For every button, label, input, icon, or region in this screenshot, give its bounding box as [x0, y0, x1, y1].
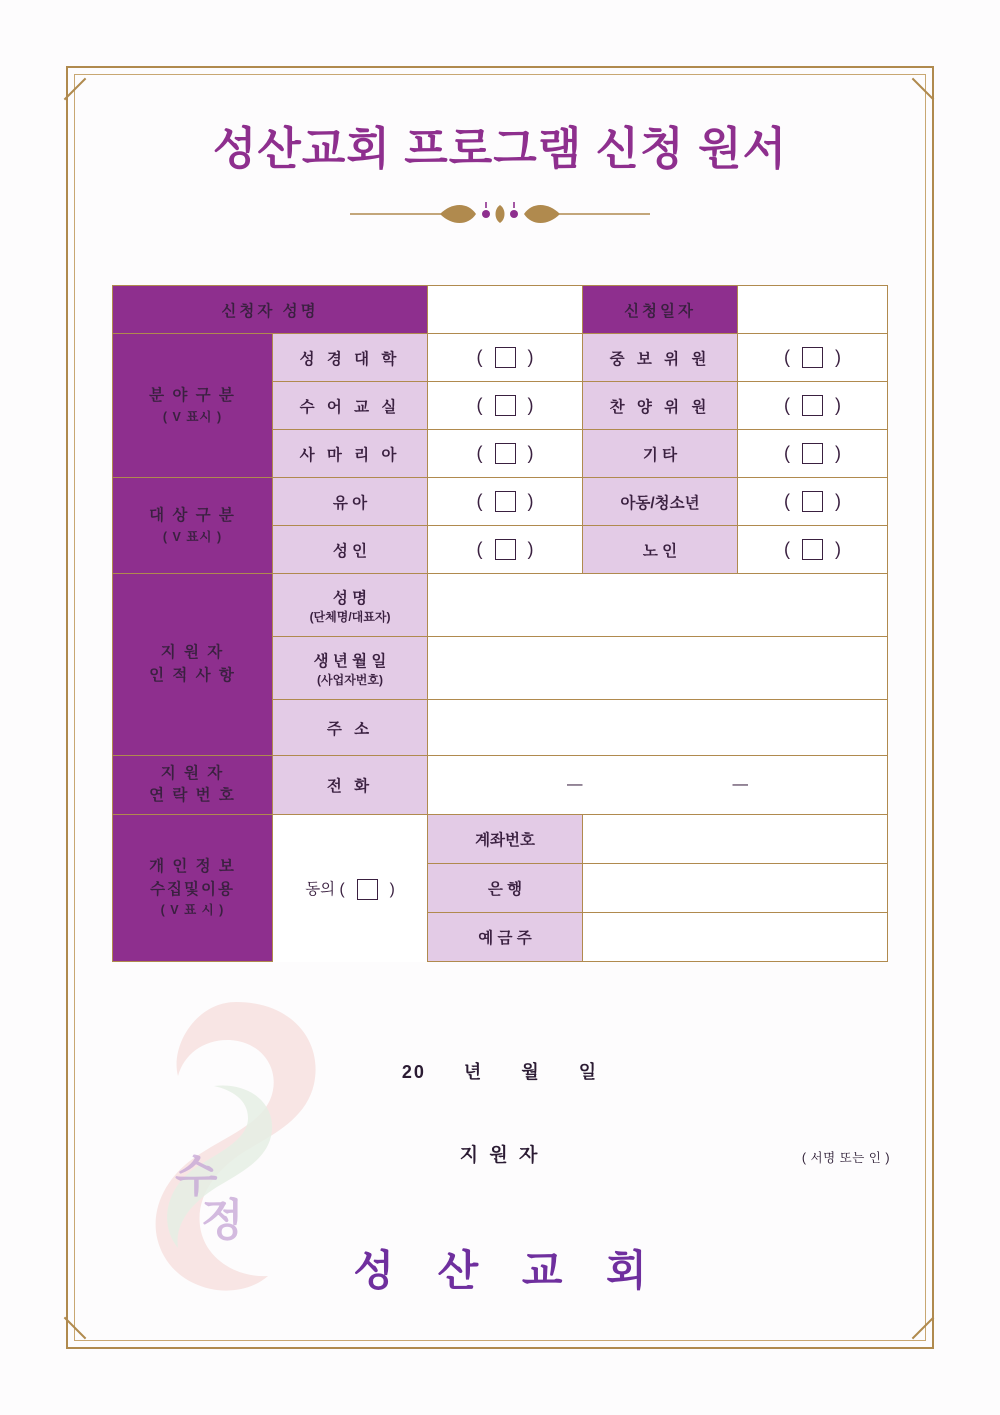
field-section-label-sub: ( V 표시 ): [162, 409, 223, 424]
table-row-field-1: [113, 334, 888, 382]
checkbox-icon[interactable]: [802, 347, 823, 368]
privacy-section-label-sub: ( V 표 시 ): [160, 903, 225, 918]
field-option-label-sign-language: 수 어 교 실: [273, 382, 428, 430]
contact-phone-label: 전 화: [273, 756, 428, 815]
privacy-agree-suffix: ): [389, 880, 395, 898]
contact-section-label-line1: 지 원 자: [160, 764, 225, 782]
checkbox-icon[interactable]: [802, 491, 823, 512]
signature-note: ( 서명 또는 인 ): [801, 1151, 890, 1165]
table-row-personal-name: [113, 574, 888, 637]
privacy-agree-prefix: 동의 (: [305, 880, 345, 898]
checkbox-icon[interactable]: [802, 395, 823, 416]
applicant-name-label: 신청자 성명: [113, 286, 428, 334]
ornament-divider-icon: [340, 196, 660, 232]
target-section-label: [113, 478, 273, 574]
checkbox-icon[interactable]: [802, 443, 823, 464]
field-option-label-bible-college: 성 경 대 학: [273, 334, 428, 382]
personal-birth-label-main: 생 년 월 일: [313, 652, 387, 670]
contact-section-label-line2: 연 락 번 호: [149, 787, 236, 804]
date-month-label: 월: [521, 1062, 541, 1082]
privacy-bank-label: 은 행: [428, 864, 583, 913]
personal-name-label-main: 성 명: [332, 589, 368, 607]
checkbox-icon[interactable]: [802, 539, 823, 560]
privacy-account-number-value[interactable]: [583, 815, 888, 864]
table-row-contact-phone: [113, 756, 888, 815]
field-option-label-praise: 찬 양 위 원: [583, 382, 738, 430]
target-section-label-main: 대 상 구 분: [149, 507, 236, 525]
checkbox-icon[interactable]: [495, 347, 516, 368]
applicant-name-value[interactable]: [428, 286, 583, 334]
personal-name-value[interactable]: [428, 574, 888, 637]
table-row-target-1: [113, 478, 888, 526]
privacy-agree-cell[interactable]: [273, 815, 428, 962]
table-row-privacy-account: [113, 815, 888, 864]
applicant-signature-label: 지 원 자: [459, 1145, 541, 1166]
field-option-check-samaria[interactable]: ( ): [428, 430, 583, 478]
page-title: 성산교회 프로그램 신청 원서: [212, 123, 788, 174]
field-option-check-other[interactable]: ( ): [738, 430, 888, 478]
target-option-check-adult[interactable]: ( ): [428, 526, 583, 574]
target-option-label-infant: 유 아: [273, 478, 428, 526]
church-name: 성 산 교 회: [353, 1247, 663, 1294]
field-option-check-sign-language[interactable]: ( ): [428, 382, 583, 430]
checkbox-icon[interactable]: [495, 395, 516, 416]
phone-separator-2: —: [732, 776, 749, 793]
field-option-check-praise[interactable]: ( ): [738, 382, 888, 430]
checkbox-icon[interactable]: [357, 879, 378, 900]
field-option-label-intercessory: 중 보 위 원: [583, 334, 738, 382]
field-option-label-samaria: 사 마 리 아: [273, 430, 428, 478]
field-option-check-bible-college[interactable]: ( ): [428, 334, 583, 382]
privacy-account-number-label: 계좌번호: [428, 815, 583, 864]
privacy-account-holder-value[interactable]: [583, 913, 888, 962]
target-section-label-sub: ( V 표시 ): [162, 529, 223, 544]
apply-date-value[interactable]: [738, 286, 888, 334]
checkbox-icon[interactable]: [495, 443, 516, 464]
privacy-section-label-line1: 개 인 정 보: [149, 858, 236, 876]
target-option-label-senior: 노 인: [583, 526, 738, 574]
privacy-section-label: [113, 815, 273, 962]
table-row-applicant-header: [113, 286, 888, 334]
watermark-text-line2: 정: [201, 1196, 244, 1245]
field-option-check-intercessory[interactable]: ( ): [738, 334, 888, 382]
personal-birth-label-sub: (사업자번호): [317, 672, 383, 687]
contact-phone-value[interactable]: [428, 756, 888, 815]
field-section-label: [113, 334, 273, 478]
target-option-check-child-youth[interactable]: ( ): [738, 478, 888, 526]
target-option-check-senior[interactable]: ( ): [738, 526, 888, 574]
personal-section-label-line1: 지 원 자: [160, 644, 225, 662]
application-form-table: [112, 285, 888, 962]
privacy-section-label-line2: 수집및이용: [150, 880, 235, 898]
personal-address-label: 주 소: [273, 700, 428, 756]
personal-section-label-line2: 인 적 사 항: [149, 666, 236, 684]
date-day-label: 일: [578, 1062, 599, 1082]
date-year-prefix: 20: [401, 1062, 426, 1082]
target-option-check-infant[interactable]: ( ): [428, 478, 583, 526]
field-option-label-other: 기 타: [583, 430, 738, 478]
date-year-label: 년: [463, 1062, 484, 1082]
apply-date-label: 신청일자: [583, 286, 738, 334]
personal-address-value[interactable]: [428, 700, 888, 756]
personal-birth-value[interactable]: [428, 637, 888, 700]
corner-ornament-bottom-right: [912, 1327, 934, 1349]
personal-name-label: [273, 574, 428, 637]
contact-section-label: [113, 756, 273, 815]
field-section-label-main: 분 야 구 분: [149, 387, 236, 405]
phone-separator-1: —: [567, 776, 583, 793]
privacy-bank-value[interactable]: [583, 864, 888, 913]
personal-section-label: [113, 574, 273, 756]
personal-name-label-sub: (단체명/대표자): [309, 609, 391, 624]
checkbox-icon[interactable]: [495, 539, 516, 560]
privacy-account-holder-label: 예 금 주: [428, 913, 583, 962]
date-line: [0, 1058, 1000, 1084]
target-option-label-adult: 성 인: [273, 526, 428, 574]
watermark-text-line1: 수: [175, 1152, 218, 1201]
checkbox-icon[interactable]: [495, 491, 516, 512]
target-option-label-child-youth: 아동/청소년: [583, 478, 738, 526]
corner-ornament-top-right: [912, 66, 934, 88]
personal-birth-label: [273, 637, 428, 700]
